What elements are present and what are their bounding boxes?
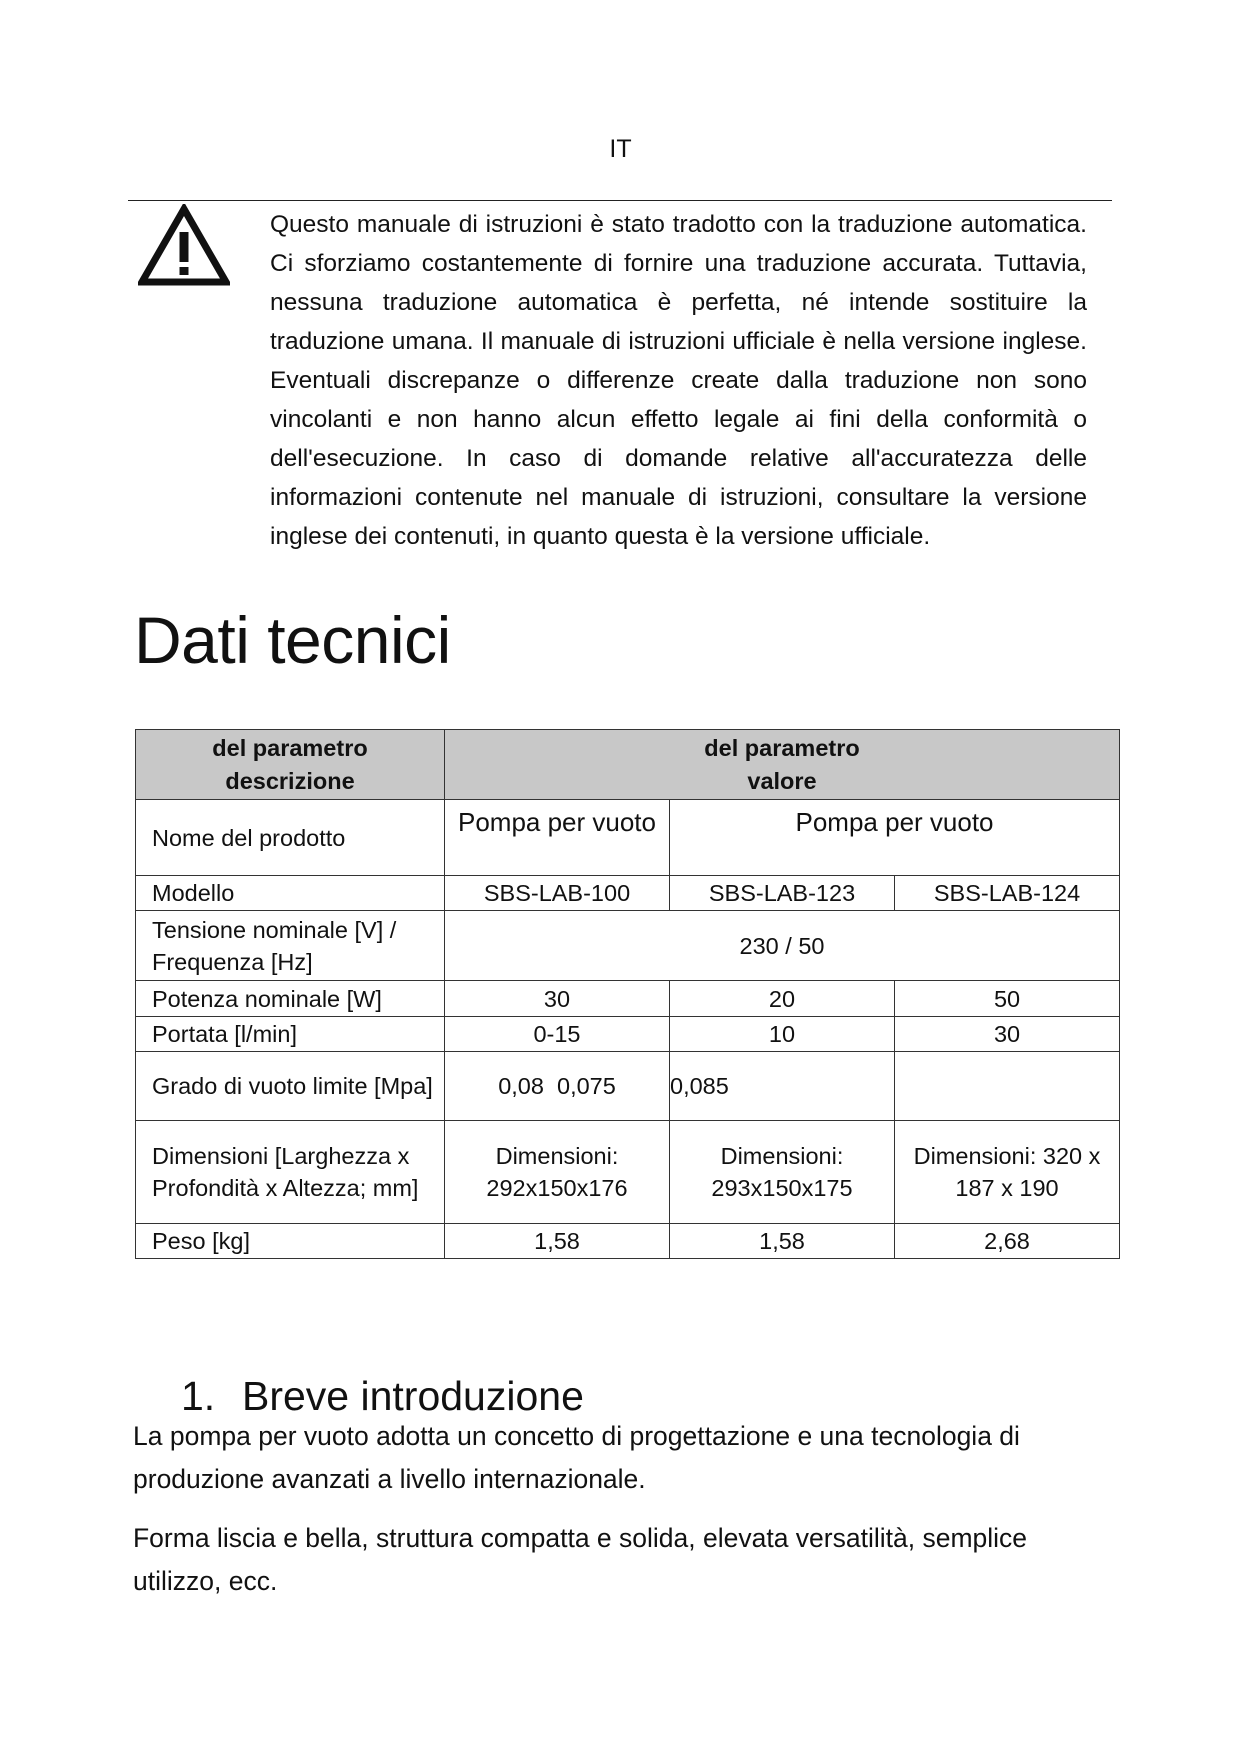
- row-label: Nome del prodotto: [136, 800, 445, 876]
- intro-paragraph-1: La pompa per vuoto adotta un concetto di progettazione e una tecnologia di produzione avanzati a livello internazionale.: [133, 1421, 1020, 1494]
- cell-value: 0-15: [445, 1017, 670, 1052]
- cell-value-part: 0,075: [557, 1073, 616, 1099]
- intro-paragraph-2: Forma liscia e bella, struttura compatta e solida, elevata versatilità, semplice utilizzo, ecc.: [133, 1523, 1028, 1596]
- cell-value: 10: [670, 1017, 895, 1052]
- cell-value: 30: [445, 981, 670, 1017]
- intro-heading: [181, 1371, 584, 1421]
- cell-value: [445, 1052, 670, 1121]
- intro-title: Breve introduzione: [242, 1373, 584, 1419]
- header-rule: [128, 200, 1112, 201]
- cell-value: Dimensioni: 293x150x175: [670, 1121, 895, 1224]
- cell-value: SBS-LAB-124: [895, 876, 1120, 911]
- cell-value: [895, 1052, 1120, 1121]
- table-row-power: [136, 981, 1120, 1017]
- row-label: Peso [kg]: [136, 1224, 445, 1259]
- table-row-dimensions: [136, 1121, 1120, 1224]
- notice-text: Questo manuale di istruzioni è stato tradotto con la traduzione automatica. Ci sforziamo costantemente di fornire una traduzione accurata. Tuttavia, nessuna traduzione automatica è perfetta, né intende sostituire la traduzione umana. Il manuale di istruzioni ufficiale è nella versione inglese. Eventuali discrepanze o differenze create dalla traduzione non sono vincolanti e non hanno alcun effetto legale ai fini della conformità o dell'esecuzione. In caso di domande relative all'accuratezza delle informazioni contenute nel manuale di istruzioni, consultare la versione inglese dei contenuti, in quanto questa è la versione ufficiale.: [270, 211, 1087, 550]
- cell-value: Pompa per vuoto: [445, 800, 670, 876]
- cell-value: 230 / 50: [445, 911, 1120, 981]
- cell-value: 20: [670, 981, 895, 1017]
- cell-value: 30: [895, 1017, 1120, 1052]
- table-header-row: [136, 730, 1120, 800]
- table-row-flow: [136, 1017, 1120, 1052]
- table-row-product-name: [136, 800, 1120, 876]
- cell-value: SBS-LAB-100: [445, 876, 670, 911]
- header-parameter-description: del parametro descrizione: [136, 730, 445, 800]
- row-label: Potenza nominale [W]: [136, 981, 445, 1017]
- cell-value: 2,68: [895, 1224, 1120, 1259]
- section-title: Dati tecnici: [134, 603, 451, 677]
- header-parameter-value: del parametro valore: [445, 730, 1120, 800]
- table-row-weight: [136, 1224, 1120, 1259]
- cell-value: Dimensioni: 292x150x176: [445, 1121, 670, 1224]
- cell-value: 0,085: [670, 1052, 895, 1121]
- warning-icon: [138, 204, 230, 286]
- cell-value: Dimensioni: 320 x 187 x 190: [895, 1121, 1120, 1224]
- cell-value: SBS-LAB-123: [670, 876, 895, 911]
- row-label: Tensione nominale [V] / Frequenza [Hz]: [136, 911, 445, 981]
- technical-data-table: [135, 729, 1120, 1259]
- table-row-voltage: [136, 911, 1120, 981]
- row-label: Dimensioni [Larghezza x Profondità x Altezza; mm]: [136, 1121, 445, 1224]
- cell-value: 50: [895, 981, 1120, 1017]
- row-label: Modello: [136, 876, 445, 911]
- row-label: Grado di vuoto limite [Mpa]: [136, 1052, 445, 1121]
- translation-notice: [270, 205, 1087, 556]
- row-label: Portata [l/min]: [136, 1017, 445, 1052]
- intro-number: 1.: [181, 1373, 216, 1419]
- table-row-model: [136, 876, 1120, 911]
- cell-value: 1,58: [670, 1224, 895, 1259]
- table-row-vacuum: [136, 1052, 1120, 1121]
- cell-value: Pompa per vuoto: [670, 800, 1120, 876]
- language-code: IT: [609, 135, 632, 163]
- cell-value-part: 0,08: [498, 1073, 544, 1099]
- cell-value: 1,58: [445, 1224, 670, 1259]
